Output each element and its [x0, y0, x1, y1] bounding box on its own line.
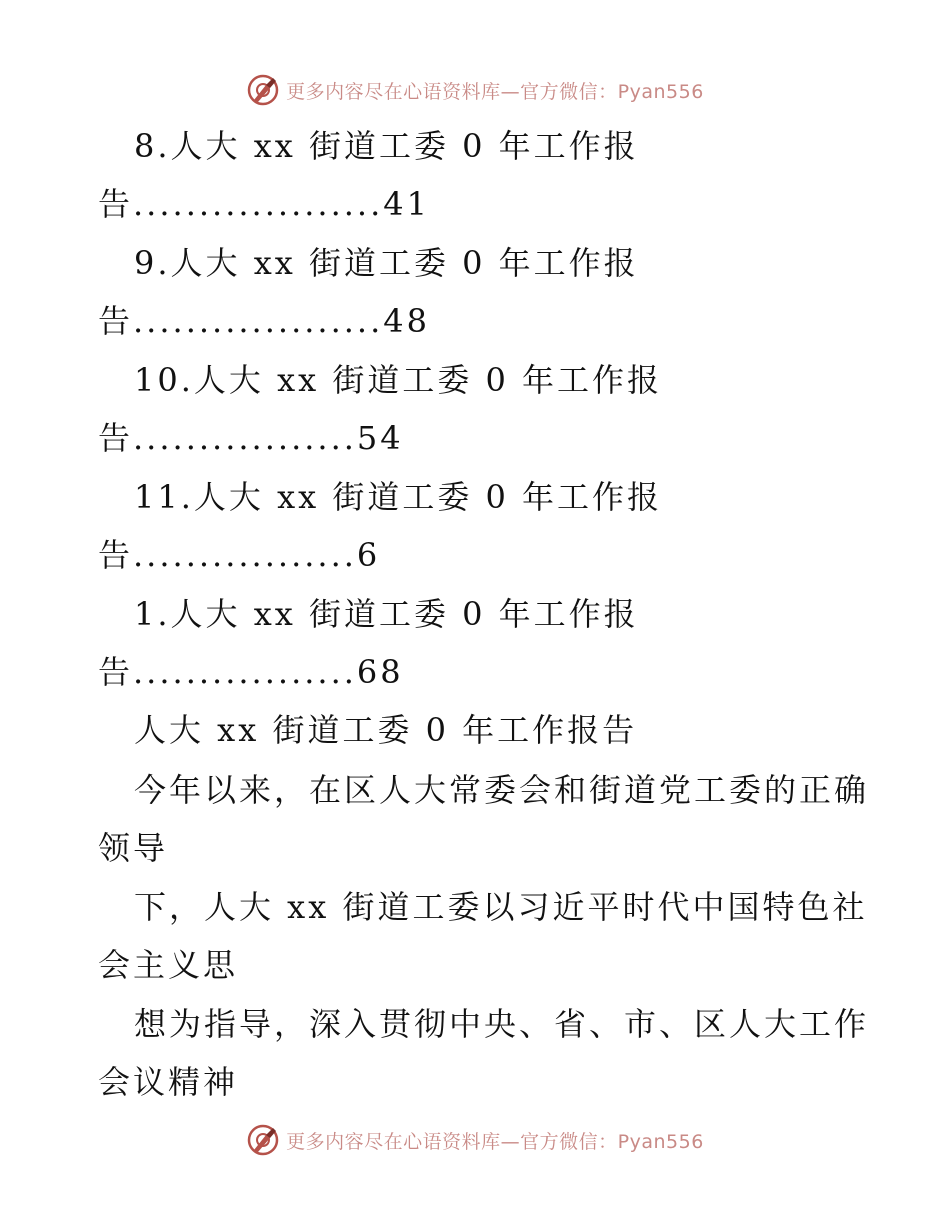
toc-entry-title: 8.人大 xx 街道工委 0 年工作报: [134, 127, 639, 165]
document-heading: 人大 xx 街道工委 0 年工作报告: [134, 711, 638, 749]
body-paragraph-line: 领导: [98, 829, 169, 867]
toc-entry-title: 10.人大 xx 街道工委 0 年工作报: [134, 361, 663, 399]
toc-entry-continuation: 告.................54: [98, 419, 404, 457]
toc-entry-title: 1.人大 xx 街道工委 0 年工作报: [134, 595, 639, 633]
pen-logo-icon: [246, 73, 280, 107]
header-banner: [0, 70, 950, 110]
toc-entry-continuation: 告.................68: [98, 653, 404, 691]
toc-entry-continuation: 告.................6: [98, 536, 381, 574]
body-paragraph-line: 会主义思: [98, 946, 239, 984]
toc-entry-title: 9.人大 xx 街道工委 0 年工作报: [134, 244, 639, 282]
body-paragraph-line: 今年以来，在区人大常委会和街道党工委的正确: [134, 771, 870, 809]
toc-entry-continuation: 告...................41: [98, 185, 430, 223]
footer-banner-content: [246, 1123, 704, 1157]
header-banner-text: 更多内容尽在心语资料库—官方微信：Pyan556: [286, 80, 704, 103]
footer-banner-text: 更多内容尽在心语资料库—官方微信：Pyan556: [286, 1130, 704, 1153]
body-paragraph-line: 想为指导，深入贯彻中央、省、市、区人大工作: [134, 1005, 870, 1043]
body-paragraph-line: 会议精神: [98, 1063, 239, 1101]
body-paragraph-line: 下，人大 xx 街道工委以习近平时代中国特色社: [134, 888, 868, 926]
pen-logo-icon: [246, 1123, 280, 1157]
header-banner-content: [246, 73, 704, 107]
toc-entry-title: 11.人大 xx 街道工委 0 年工作报: [134, 478, 663, 516]
toc-entry-continuation: 告...................48: [98, 302, 430, 340]
footer-banner: [0, 1120, 950, 1160]
